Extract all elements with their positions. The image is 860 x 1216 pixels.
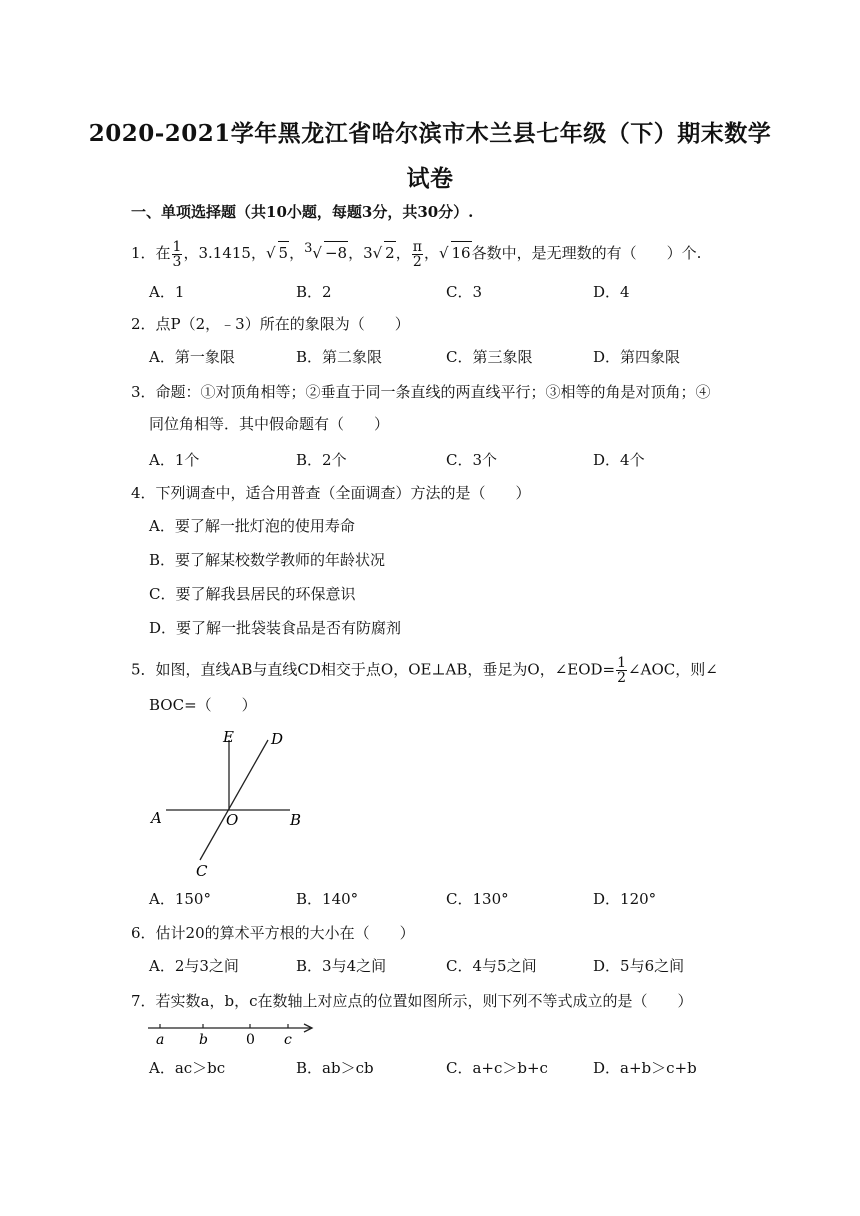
- q3-option-c: C．3个: [446, 451, 498, 469]
- q2-option-d: D．第四象限: [593, 348, 681, 366]
- label-d: D: [271, 730, 284, 748]
- q5-option-b: B．140°: [296, 890, 359, 908]
- q7-option-d: D．a+b＞c+b: [593, 1059, 697, 1077]
- q3-option-b: B．2个: [296, 451, 347, 469]
- q4-option-c: C．要了解我县居民的环保意识: [149, 585, 356, 603]
- sqrt-5: 5: [278, 241, 290, 264]
- question-4: 4．下列调查中，适合用普查（全面调查）方法的是（ ）: [131, 484, 531, 502]
- axis-label-0: 0: [246, 1032, 255, 1048]
- q1-text: ，3.1415，: [183, 244, 266, 262]
- line-cd: [200, 740, 268, 860]
- label-o: O: [226, 811, 239, 829]
- q7-option-b: B．ab＞cb: [296, 1059, 374, 1077]
- cube-root-index: 3: [304, 241, 313, 256]
- q6-option-b: B．3与4之间: [296, 957, 387, 975]
- q7-option-c: C．a+c＞b+c: [446, 1059, 548, 1077]
- q1-option-d: D．4: [593, 283, 630, 301]
- cube-root-neg8: −8: [324, 241, 348, 264]
- q3-option-d: D．4个: [593, 451, 645, 469]
- q4-option-a: A．要了解一批灯泡的使用寿命: [149, 517, 355, 535]
- number-line-figure: [144, 1020, 324, 1050]
- label-c: C: [196, 862, 208, 880]
- q2-option-a: A．第一象限: [149, 348, 235, 366]
- sqrt-16: 16: [451, 241, 472, 264]
- axis-label-c: c: [284, 1032, 292, 1048]
- q4-option-b: B．要了解某校数学教师的年龄状况: [149, 551, 386, 569]
- question-1: 1．在 $\frac{1}{3}$ ，3.1415，√ 5，$^3$√ −8，3√ 2， $\frac{\pi}{2}$ ，√ 16各数中，是无理数的有（ ）个.: [131, 238, 702, 270]
- question-3-line2: 同位角相等．其中假命题有（ ）: [149, 415, 390, 433]
- q6-option-a: A．2与3之间: [149, 957, 239, 975]
- q1-option-c: C．3: [446, 283, 483, 301]
- fraction-pi-over-2: $\frac{\pi}{2}$: [412, 238, 422, 270]
- q4-option-d: D．要了解一批袋装食品是否有防腐剂: [149, 619, 402, 637]
- q1-option-b: B．2: [296, 283, 332, 301]
- question-6: 6．估计20的算术平方根的大小在（ ）: [131, 924, 415, 942]
- label-e: E: [223, 728, 234, 746]
- q5-option-d: D．120°: [593, 890, 657, 908]
- fraction-one-third: $\frac{1}{3}$: [172, 238, 182, 270]
- q7-option-a: A．ac＞bc: [149, 1059, 226, 1077]
- label-b: B: [290, 811, 302, 829]
- axis-label-a: a: [156, 1032, 165, 1048]
- intersecting-lines-figure: [140, 722, 320, 882]
- q5-option-c: C．130°: [446, 890, 509, 908]
- exam-title-cont: 试卷: [406, 165, 454, 192]
- exam-title: 2020-2021学年黑龙江省哈尔滨市木兰县七年级（下）期末数学: [88, 120, 772, 147]
- q1-prefix: 1．在: [131, 244, 171, 262]
- q2-option-c: C．第三象限: [446, 348, 533, 366]
- q6-option-c: C．4与5之间: [446, 957, 537, 975]
- section-heading: 一、单项选择题（共10小题，每题3分，共30分）.: [131, 203, 474, 221]
- q1-option-a: A．1: [149, 283, 185, 301]
- q5-option-a: A．150°: [149, 890, 211, 908]
- sqrt-2: 2: [384, 241, 396, 264]
- question-2: 2．点P（2，﹣3）所在的象限为（ ）: [131, 315, 410, 333]
- axis-label-b: b: [199, 1032, 208, 1048]
- question-7: 7．若实数a，b，c在数轴上对应点的位置如图所示，则下列不等式成立的是（ ）: [131, 992, 693, 1010]
- label-a: A: [151, 809, 162, 827]
- question-5-line2: BOC=（ ）: [149, 696, 257, 714]
- q3-option-a: A．1个: [149, 451, 200, 469]
- question-5-line1: 5．如图，直线AB与直线CD相交于点O，OE⊥AB，垂足为O，∠EOD= $\frac{1}{2}$ ∠AOC，则∠: [131, 655, 718, 686]
- q2-option-b: B．第二象限: [296, 348, 383, 366]
- fraction-one-half: $\frac{1}{2}$: [617, 655, 627, 686]
- question-3-line1: 3．命题：①对顶角相等；②垂直于同一条直线的两直线平行；③相等的角是对顶角；④: [131, 383, 711, 401]
- q6-option-d: D．5与6之间: [593, 957, 685, 975]
